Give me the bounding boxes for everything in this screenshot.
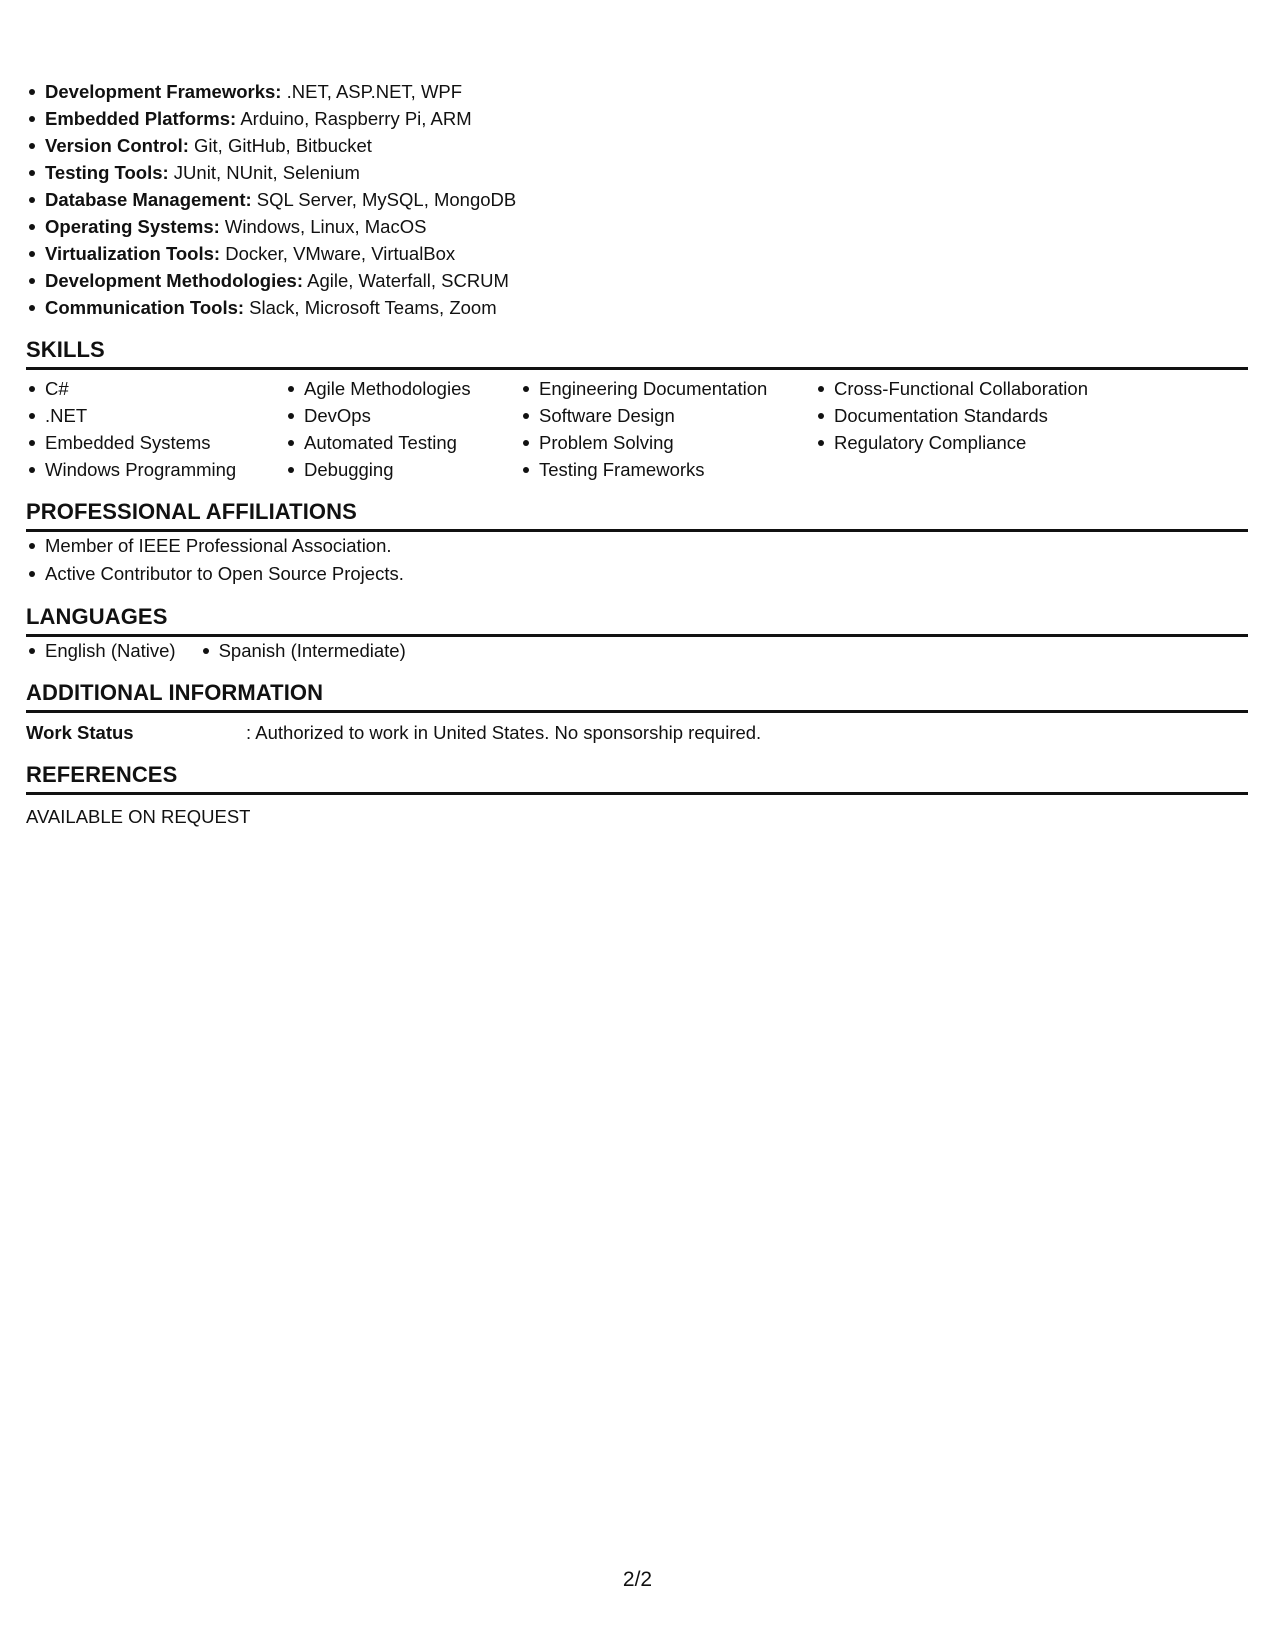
technical-tools-list: [26, 78, 1248, 321]
work-status-row: [26, 719, 1248, 746]
tool-category-label: Database Management:: [45, 189, 252, 210]
skills-heading: SKILLS: [26, 335, 1248, 370]
tool-category-label: Embedded Platforms:: [45, 108, 237, 129]
skill-item: Software Design: [539, 402, 815, 429]
skills-grid: [26, 375, 1248, 483]
skills-column: [815, 375, 1134, 483]
resume-page: [26, 78, 1248, 830]
tool-category-value: Arduino, Raspberry Pi, ARM: [236, 108, 472, 129]
tool-category-label: Development Frameworks:: [45, 81, 282, 102]
list-item: [45, 294, 1248, 321]
languages-heading: LANGUAGES: [26, 602, 1248, 637]
skill-item: Debugging: [304, 456, 520, 483]
skills-column: [285, 375, 520, 483]
skill-item: C#: [45, 375, 285, 402]
skill-item: Automated Testing: [304, 429, 520, 456]
tool-category-label: Testing Tools:: [45, 162, 169, 183]
skill-item: Cross-Functional Collaboration: [834, 375, 1134, 402]
list-item: [45, 186, 1248, 213]
skills-column: [26, 375, 285, 483]
languages-list: [26, 637, 1248, 664]
work-status-label: Work Status: [26, 722, 134, 743]
affiliation-item: Member of IEEE Professional Association.: [45, 532, 1248, 560]
affiliations-heading: PROFESSIONAL AFFILIATIONS: [26, 497, 1248, 532]
affiliation-item: Active Contributor to Open Source Projects.: [45, 560, 1248, 588]
page-number: 2/2: [622, 1568, 653, 1591]
list-item: [45, 267, 1248, 294]
list-item: [45, 78, 1248, 105]
skill-item: Regulatory Compliance: [834, 429, 1134, 456]
additional-info-heading: ADDITIONAL INFORMATION: [26, 678, 1248, 713]
references-text: AVAILABLE ON REQUEST: [26, 806, 251, 827]
list-item: [45, 132, 1248, 159]
skill-item: Engineering Documentation: [539, 375, 815, 402]
affiliations-list: [26, 532, 1248, 588]
work-status-value: : Authorized to work in United States. No sponsorship required.: [246, 722, 762, 743]
list-item: [45, 240, 1248, 267]
skill-item: Documentation Standards: [834, 402, 1134, 429]
skills-column: [520, 375, 815, 483]
tool-category-value: SQL Server, MySQL, MongoDB: [251, 189, 517, 210]
skill-item: Testing Frameworks: [539, 456, 815, 483]
tool-category-value: Git, GitHub, Bitbucket: [188, 135, 372, 156]
tool-category-label: Virtualization Tools:: [45, 243, 221, 264]
references-heading: REFERENCES: [26, 760, 1248, 795]
skill-item: Windows Programming: [45, 456, 285, 483]
tool-category-value: Agile, Waterfall, SCRUM: [303, 270, 509, 291]
tool-category-value: Windows, Linux, MacOS: [219, 216, 427, 237]
tool-category-label: Communication Tools:: [45, 297, 245, 318]
list-item: [45, 159, 1248, 186]
skill-item: Agile Methodologies: [304, 375, 520, 402]
skill-item: Embedded Systems: [45, 429, 285, 456]
language-item: Spanish (Intermediate): [219, 637, 406, 664]
tool-category-label: Operating Systems:: [45, 216, 220, 237]
tool-category-label: Development Methodologies:: [45, 270, 303, 291]
tool-category-label: Version Control:: [45, 135, 189, 156]
tool-category-value: JUnit, NUnit, Selenium: [168, 162, 360, 183]
skill-item: DevOps: [304, 402, 520, 429]
tool-category-value: Slack, Microsoft Teams, Zoom: [244, 297, 497, 318]
tool-category-value: .NET, ASP.NET, WPF: [281, 81, 463, 102]
tool-category-value: Docker, VMware, VirtualBox: [220, 243, 456, 264]
list-item: [45, 213, 1248, 240]
language-item: English (Native): [45, 637, 176, 664]
list-item: [45, 105, 1248, 132]
skill-item: Problem Solving: [539, 429, 815, 456]
skill-item: .NET: [45, 402, 285, 429]
